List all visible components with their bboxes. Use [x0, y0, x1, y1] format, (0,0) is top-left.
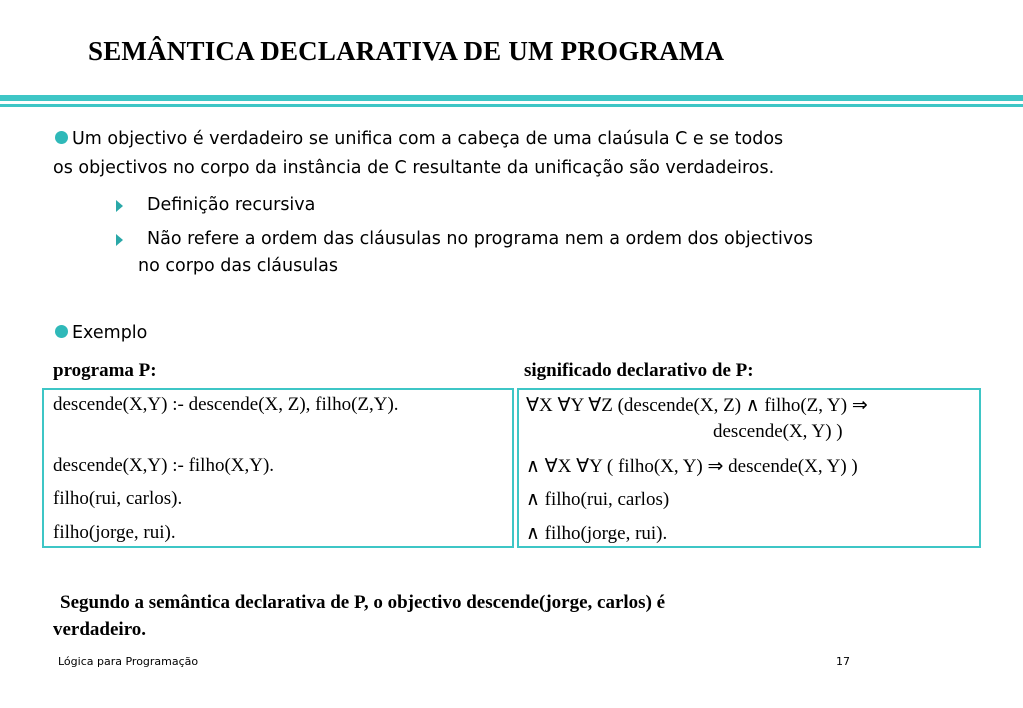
meaning-line-2: ∧ ∀X ∀Y ( filho(X, Y) ⇒ descende(X, Y) ): [526, 456, 858, 477]
meaning-line-3: ∧ filho(rui, carlos): [526, 489, 670, 510]
conclusion-line-2: verdadeiro.: [53, 619, 147, 640]
bullet-dot-icon: [55, 325, 68, 338]
sub-bullet-order-line1: Não refere a ordem das cláusulas no programa nem a ordem dos objectivos: [147, 229, 814, 249]
bullet-text: Exemplo: [72, 323, 148, 343]
meaning-header: significado declarativo de P:: [524, 360, 754, 381]
meaning-line-1: ∀X ∀Y ∀Z (descende(X, Z) ∧ filho(Z, Y) ⇒: [526, 395, 868, 416]
page-title: SEMÂNTICA DECLARATIVA DE UM PROGRAMA: [88, 36, 725, 66]
page-number: 17: [836, 655, 850, 668]
title-rule-thin: [0, 104, 1023, 107]
arrow-bullet-icon: [116, 200, 123, 212]
title-rule-thick: [0, 95, 1023, 101]
program-clause-2: descende(X,Y) :- filho(X,Y).: [53, 455, 275, 476]
bullet-definition-line2: os objectivos no corpo da instância de C resultante da unificação são verdadeiros.: [53, 158, 775, 178]
bullet-example: [55, 323, 147, 343]
program-clause-4: filho(jorge, rui).: [53, 522, 176, 543]
sub-bullet-order-line2: no corpo das cláusulas: [138, 256, 338, 276]
program-clause-1: descende(X,Y) :- descende(X, Z), filho(Z,Y).: [53, 394, 399, 415]
conclusion-line-1: Segundo a semântica declarativa de P, o objectivo descende(jorge, carlos) é: [60, 592, 666, 613]
bullet-definition-line1: [55, 129, 783, 149]
footer-course-name: Lógica para Programação: [58, 655, 199, 668]
sub-bullet-recursive: Definição recursiva: [147, 195, 316, 215]
meaning-line-1b: descende(X, Y) ): [713, 421, 843, 442]
program-clause-3: filho(rui, carlos).: [53, 488, 183, 509]
program-header: programa P:: [53, 360, 157, 381]
meaning-line-4: ∧ filho(jorge, rui).: [526, 523, 668, 544]
bullet-text: Um objectivo é verdadeiro se unifica com a cabeça de uma claúsula C e se todos: [72, 129, 784, 149]
bullet-dot-icon: [55, 131, 68, 144]
arrow-bullet-icon: [116, 234, 123, 246]
